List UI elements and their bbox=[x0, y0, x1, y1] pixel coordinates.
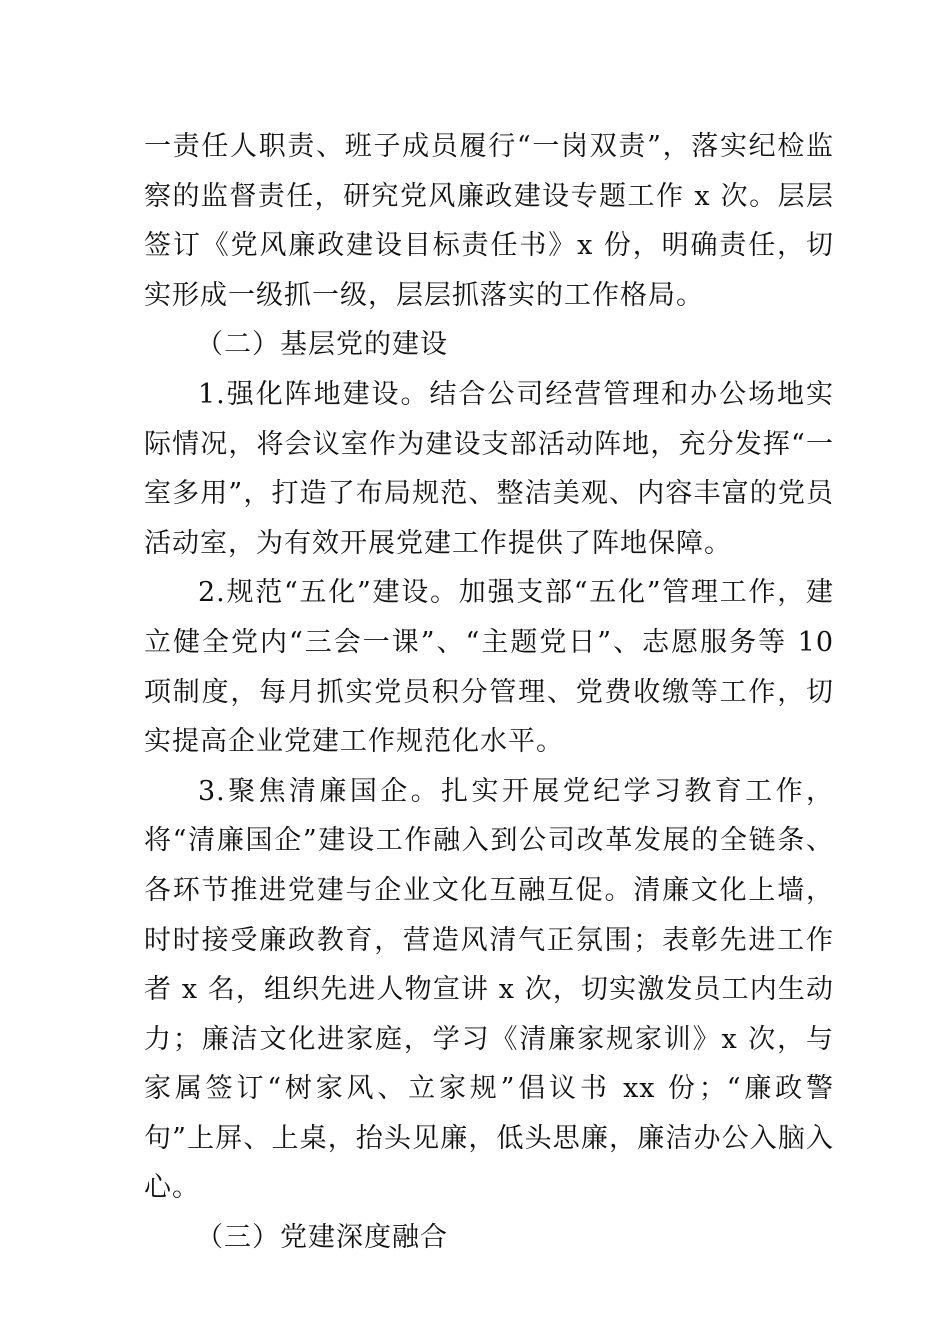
paragraph-clean-soe: 3.聚焦清廉国企。扎实开展党纪学习教育工作，将“清廉国企”建设工作融入到公司改革发展的全链条、各环节推进党建与企业文化互融互促。清廉文化上墙，时时接受廉政教育，营造风清气正氛围；表彰先进工作者 x 名，组织先进人物宣讲 x 次，切实激发员工内生动力；廉洁文化进家庭，学习《清廉家规家训》x 次，与家属签订“树家风、立家规”倡议书 xx 份；“廉政警句”上屏、上桌，抬头见廉，低头思廉，廉洁办公入脑入心。 bbox=[144, 775, 834, 1204]
section-heading-deep-integration: （三）党建深度融合 bbox=[196, 1222, 448, 1254]
paragraph-responsibility-continuation: 一责任人职责、班子成员履行“一岗双责”，落实纪检监察的监督责任，研究党风廉政建设专题工作 x 次。层层签订《党风廉政建设目标责任书》x 份，明确责任，切实形成一级抓一级，层层抓落实的工作格局。 bbox=[144, 131, 834, 311]
paragraph-position-building: 1.强化阵地建设。结合公司经营管理和办公场地实际情况，将会议室作为建设支部活动阵地，充分发挥“一室多用”，打造了布局规范、整洁美观、内容丰富的党员活动室，为有效开展党建工作提供了阵地保障。 bbox=[144, 378, 834, 559]
document-page bbox=[144, 122, 834, 1263]
section-heading-grassroots-party-building: （二）基层党的建设 bbox=[196, 329, 448, 361]
paragraph-five-standardization: 2.规范“五化”建设。加强支部“五化”管理工作，建立健全党内“三会一课”、“主题党日”、志愿服务等 10 项制度，每月抓实党员积分管理、党费收缴等工作，切实提高企业党建工作规范化水平。 bbox=[144, 577, 834, 758]
